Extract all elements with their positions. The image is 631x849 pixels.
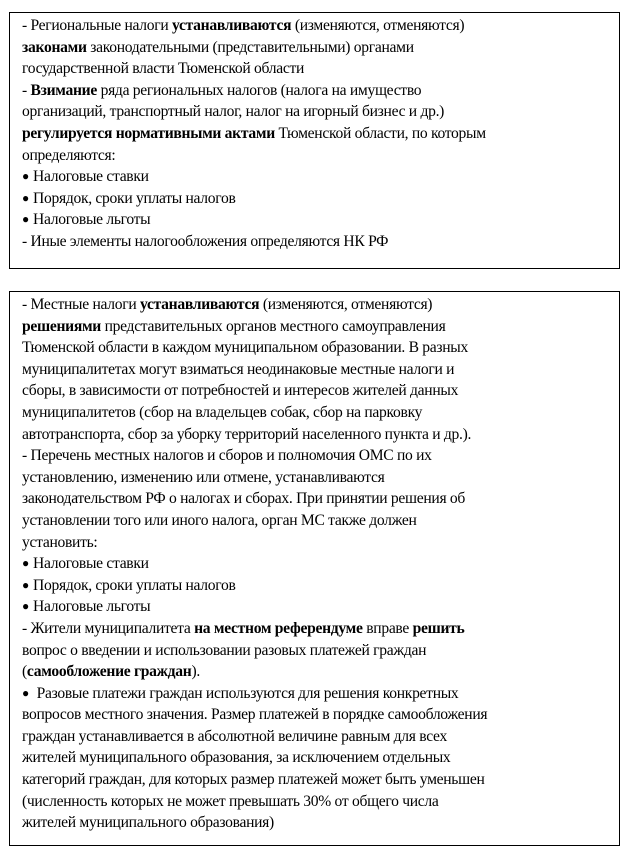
text-segment: Налоговые льготы (33, 598, 151, 616)
text-segment: Тюменской области, по которым (274, 124, 486, 142)
text-line (22, 488, 619, 510)
text-line (22, 166, 619, 188)
text-segment: законодательными (представительными) органами (86, 38, 414, 56)
text-segment: государственной власти Тюменской области (22, 60, 305, 78)
text-segment: вопрос о введении и использовании разовых платежей граждан (22, 641, 427, 659)
text-segment: (численность которых не может превышать 30% от общего числа (22, 792, 439, 810)
text-line (22, 747, 619, 769)
text-segment: - Жители муниципалитета (22, 619, 195, 637)
text-line (22, 812, 619, 834)
local-taxes-box (9, 291, 620, 846)
text-line (22, 231, 619, 253)
bold-text: решениями (22, 317, 101, 335)
text-segment: автотранспорта, сбор за уборку территорий населенного пункта и др.). (22, 425, 472, 443)
text-line (22, 15, 619, 37)
text-segment: - Региональные налоги (22, 17, 172, 34)
text-segment: Порядок, сроки уплаты налогов (33, 576, 236, 594)
text-segment: граждан устанавливается в абсолютной величине равным для всех (22, 727, 447, 745)
text-line (22, 596, 619, 618)
text-segment: установлению, изменению или отмене, устанавливаются (22, 468, 385, 486)
text-segment: Разовые платежи граждан используются для решения конкретных (33, 684, 459, 702)
text-segment: жителей муниципального образования, за исключением отдельных (22, 749, 451, 767)
text-segment: установить: (22, 533, 98, 551)
text-segment: Налоговые ставки (33, 555, 149, 573)
text-segment: ). (191, 663, 200, 681)
text-segment: определяются: (22, 146, 116, 164)
text-segment: жителей муниципального образования) (22, 814, 274, 832)
text-line (22, 661, 619, 683)
bold-text: законами (22, 38, 87, 56)
text-segment: законодательством РФ о налогах и сборах. При принятии решения об (22, 490, 466, 508)
bullet-icon: ● (22, 556, 29, 571)
text-segment: муниципалитетах могут взиматься неодинаковые местные налоги и (22, 360, 455, 378)
text-segment: организаций, транспортный налог, налог на игорный бизнес и др.) (22, 103, 445, 121)
text-line (22, 145, 619, 167)
bullet-icon: ● (22, 599, 29, 614)
text-segment: (изменяются, отменяются) (291, 17, 465, 34)
text-segment: вопросов местного значения. Размер платежей в порядке самообложения (22, 706, 488, 724)
bold-text: самообложение граждан (26, 663, 192, 681)
text-line (22, 769, 619, 791)
text-segment: - Иные элементы налогообложения определяются НК РФ (22, 232, 389, 250)
text-line (22, 123, 619, 145)
bullet-icon: ● (22, 169, 29, 184)
text-segment: Порядок, сроки уплаты налогов (33, 189, 236, 207)
bullet-icon: ● (22, 212, 29, 227)
text-line (22, 188, 619, 210)
text-segment: сборы, в зависимости от потребностей и интересов жителей данных (22, 382, 459, 400)
text-line (22, 337, 619, 359)
text-line (22, 640, 619, 662)
regional-taxes-box (9, 12, 620, 269)
text-line (22, 683, 619, 705)
text-line (22, 101, 619, 123)
text-segment: ряда региональных налогов (налога на имущество (96, 81, 422, 99)
text-segment: - (22, 81, 31, 99)
bold-text: Взимание (30, 81, 97, 99)
text-line (22, 575, 619, 597)
text-segment: категорий граждан, для которых размер платежей может быть уменьшен (22, 771, 485, 789)
bullet-icon: ● (22, 190, 29, 205)
text-line (22, 402, 619, 424)
text-segment: Налоговые льготы (33, 211, 151, 229)
bullet-icon: ● (22, 685, 29, 700)
text-line (22, 316, 619, 338)
text-segment: (изменяются, отменяются) (259, 296, 433, 313)
text-line (22, 618, 619, 640)
text-segment: установлении того или иного налога, орган МС также должен (22, 511, 417, 529)
text-segment: - Перечень местных налогов и сборов и полномочия ОМС по их (22, 447, 432, 465)
bold-text: регулируется нормативными актами (22, 124, 275, 142)
text-line (22, 445, 619, 467)
text-segment: муниципалитетов (сбор на владельцев собак, сбор на парковку (22, 403, 423, 421)
bold-text: устанавливаются (171, 17, 292, 34)
text-line (22, 209, 619, 231)
text-line (22, 510, 619, 532)
text-line (22, 704, 619, 726)
text-line (22, 37, 619, 59)
text-segment: ( (22, 663, 27, 681)
text-line (22, 553, 619, 575)
text-segment: представительных органов местного самоуправления (101, 317, 446, 335)
text-segment: Налоговые ставки (33, 168, 149, 186)
bold-text: устанавливаются (139, 296, 260, 313)
text-line (22, 58, 619, 80)
text-line (22, 80, 619, 102)
text-line (22, 467, 619, 489)
bold-text: решить (412, 619, 465, 637)
text-line (22, 380, 619, 402)
text-line (22, 726, 619, 748)
bold-text: на местном референдуме (194, 619, 363, 637)
text-segment: - Местные налоги (22, 296, 140, 313)
text-line (22, 791, 619, 813)
text-segment: вправе (362, 619, 413, 637)
text-segment: Тюменской области в каждом муниципальном образовании. В разных (22, 339, 468, 357)
bullet-icon: ● (22, 577, 29, 592)
text-line (22, 532, 619, 554)
text-line (22, 294, 619, 316)
text-line (22, 359, 619, 381)
text-line (22, 424, 619, 446)
